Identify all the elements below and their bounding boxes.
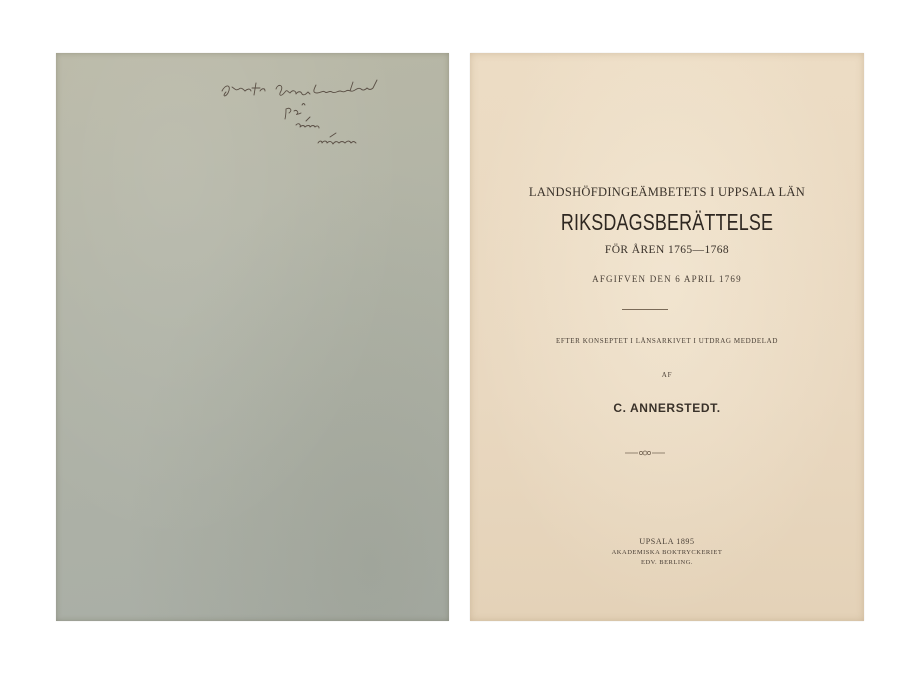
imprint-printer: AKADEMISKA BOKTRYCKERIET [611,549,723,556]
imprint-place-year: UPSALA 1895 [639,537,695,546]
author-name: C. ANNERSTEDT. [613,401,721,415]
ornament-divider-icon [625,449,665,457]
handwritten-inscription [216,79,446,149]
title-date: AFGIFVEN DEN 6 APRIL 1769 [592,274,742,284]
main-title: RIKSDAGSBERÄTTELSE [560,209,774,235]
title-line-authority: LANDSHÖFDINGEÄMBETETS I UPPSALA LÄN [528,185,806,199]
title-page [470,53,864,621]
separator-rule [622,309,668,310]
by-label: AF [661,371,673,379]
editor-note: EFTER KONSEPTET I LÅNSARKIVET I UTDRAG MEDDELAD [556,337,778,345]
imprint-printer-name: EDV. BERLING. [640,559,694,566]
front-cover [56,53,449,621]
title-years: FÖR ÅREN 1765—1768 [604,244,730,256]
